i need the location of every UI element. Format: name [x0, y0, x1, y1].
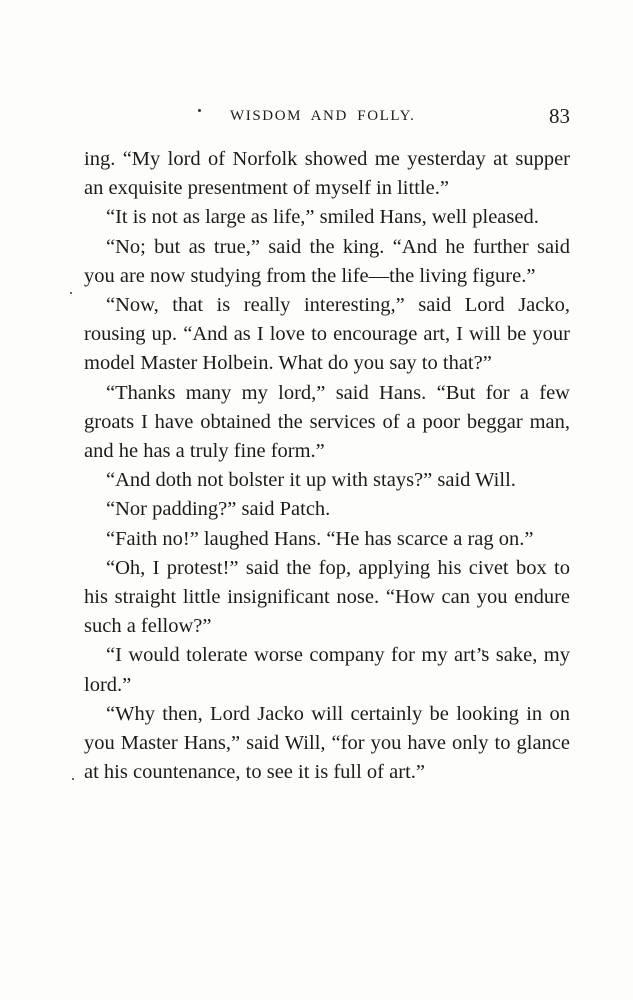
- body-text: [84, 145, 570, 787]
- paragraph: ing. “My lord of Norfolk showed me yesterday at supper an exquisite presentment of myself in little.”: [84, 148, 570, 200]
- page-number: 83: [549, 104, 570, 128]
- paragraph: “Now, that is really interesting,” said Lord Jacko, rousing up. “And as I love to encourage art, I will be your model Master Holbein. What do you say to that?”: [84, 294, 570, 375]
- paragraph: “No; but as true,” said the king. “And he further said you are now studying from the life—the living figure.”: [84, 235, 570, 287]
- paragraph: “Nor padding?” said Patch.: [106, 498, 331, 521]
- running-title: WISDOM AND FOLLY.: [230, 108, 416, 124]
- paragraph: “And doth not bolster it up with stays?” said Will.: [106, 469, 516, 492]
- paragraph: “Oh, I protest!” said the fop, applying his civet box to his straight little insignificant nose. “How can you endure such a fellow?”: [84, 556, 570, 638]
- paragraph: “Why then, Lord Jacko will certainly be looking in on you Master Hans,” said Will, “for you have only to glance at his countenance, to see it is full of art.”: [84, 702, 570, 784]
- paragraph: “I would tolerate worse company for my art’s sake, my lord.”: [84, 644, 570, 696]
- paragraph: “Faith no!” laughed Hans. “He has scarce a rag on.”: [106, 527, 534, 550]
- ink-speck: [70, 292, 72, 294]
- paragraph: “It is not as large as life,” smiled Hans, well pleased.: [106, 206, 539, 229]
- page-header: [82, 104, 570, 132]
- ink-speck: [72, 778, 74, 780]
- paragraph: “Thanks many my lord,” said Hans. “But for a few groats I have obtained the services of a poor beggar man, and he has a truly fine form.”: [84, 381, 570, 463]
